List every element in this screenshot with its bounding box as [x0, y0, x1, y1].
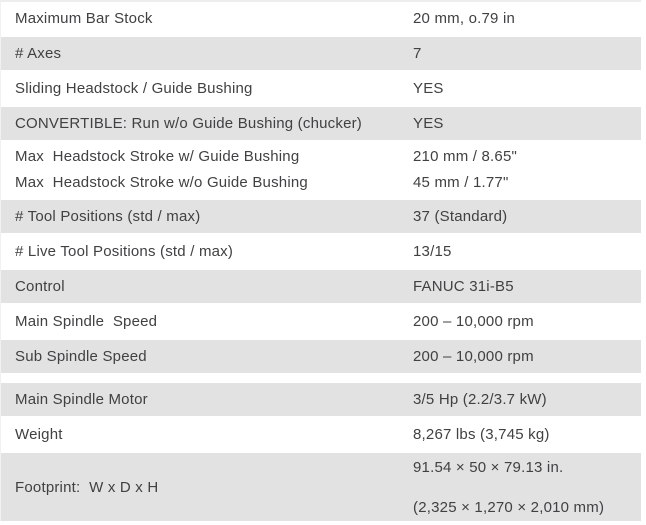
spec-row-footprint — [1, 453, 641, 521]
spec-value: 13/15 — [413, 243, 452, 260]
spec-value: FANUC 31i-B5 — [413, 278, 514, 295]
spec-value: 37 (Standard) — [413, 208, 508, 225]
spec-row-main-spindle-speed — [1, 305, 641, 338]
spec-row-weight — [1, 418, 641, 451]
spec-row-tool-positions — [1, 200, 641, 233]
spec-label: # Axes — [15, 45, 62, 62]
spec-label — [1, 144, 413, 196]
spec-value: 200 – 10,000 rpm — [413, 313, 534, 330]
spec-label-line2: Max Headstock Stroke w/o Guide Bushing — [15, 174, 308, 191]
spec-row-sliding-headstock — [1, 72, 641, 105]
spec-label: Main Spindle Motor — [15, 391, 148, 408]
spec-row-main-spindle-motor — [1, 383, 641, 416]
spec-label: Main Spindle Speed — [15, 313, 158, 330]
spec-label: # Live Tool Positions (std / max) — [15, 243, 234, 260]
spec-value — [413, 459, 641, 516]
spec-value-line1: 210 mm / 8.65" — [413, 148, 518, 165]
spec-label: Sliding Headstock / Guide Bushing — [15, 80, 253, 97]
spec-row-live-tool-positions — [1, 235, 641, 268]
spec-value-line2: 45 mm / 1.77" — [413, 174, 509, 191]
spec-value — [413, 144, 641, 196]
spec-value: 8,267 lbs (3,745 kg) — [413, 426, 550, 443]
spec-label: Maximum Bar Stock — [15, 10, 153, 27]
spec-value: YES — [413, 115, 444, 132]
spec-value: 20 mm, o.79 in — [413, 10, 516, 27]
spec-label: Sub Spindle Speed — [15, 348, 147, 365]
spec-value: YES — [413, 80, 444, 97]
spec-row-convertible — [1, 107, 641, 140]
spec-row-axes — [1, 37, 641, 70]
spec-label: # Tool Positions (std / max) — [15, 208, 201, 225]
spec-row-headstock-stroke — [1, 142, 641, 198]
spec-row-sub-spindle-speed — [1, 340, 641, 373]
spec-value-line2: (2,325 × 1,270 × 2,010 mm) — [413, 498, 605, 516]
spec-label-line1: Max Headstock Stroke w/ Guide Bushing — [15, 148, 300, 165]
spec-label: Footprint: W x D x H — [15, 478, 159, 496]
spec-row-control — [1, 270, 641, 303]
spec-label: Weight — [15, 426, 63, 443]
spec-label: CONVERTIBLE: Run w/o Guide Bushing (chucker) — [15, 115, 362, 132]
spec-label: Control — [15, 278, 65, 295]
spec-value: 3/5 Hp (2.2/3.7 kW) — [413, 391, 547, 408]
spec-value: 7 — [413, 45, 422, 62]
spec-value: 200 – 10,000 rpm — [413, 348, 534, 365]
spec-value-line1: 91.54 × 50 × 79.13 in. — [413, 458, 564, 476]
spec-row-max-bar-stock — [1, 2, 641, 35]
